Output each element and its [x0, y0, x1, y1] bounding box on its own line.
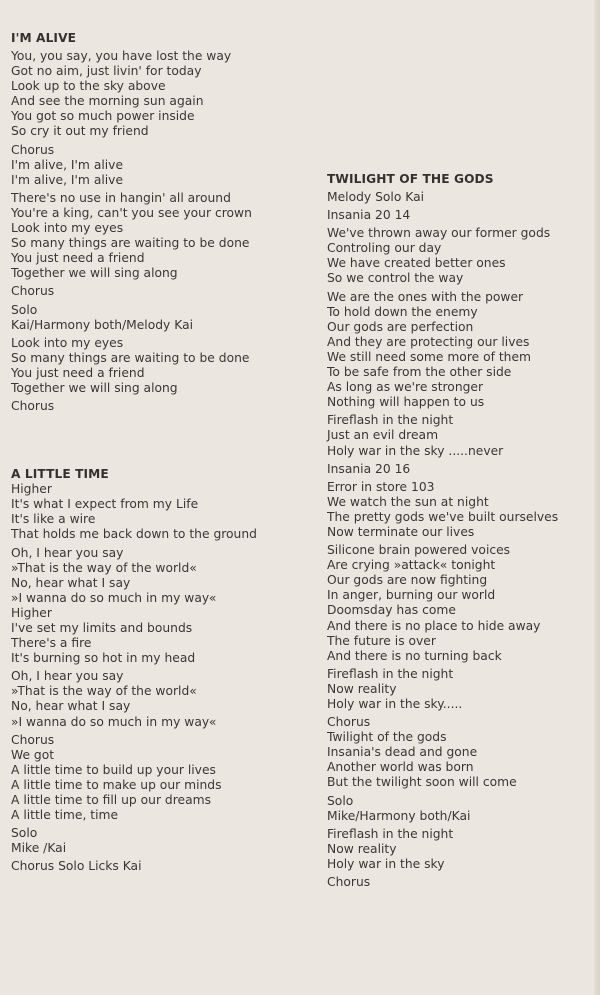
lyric-line: You got so much power inside [11, 109, 195, 124]
lyric-line: Solo [11, 826, 38, 841]
lyric-line: Chorus Solo Licks Kai [11, 859, 142, 874]
stanza [327, 413, 597, 458]
lyric-line: »I wanna do so much in my way« [11, 714, 217, 729]
lyric-line: There's no use in hangin' all around [11, 190, 231, 205]
stanza [327, 462, 597, 477]
lyric-line: And there is no turning back [327, 648, 502, 663]
lyric-line: You just need a friend [11, 251, 145, 266]
lyric-line: Controling our day [327, 241, 442, 256]
lyric-line: »That is the way of the world« [11, 560, 197, 575]
lyric-line: It's like a wire [11, 512, 96, 527]
left-column [11, 31, 286, 875]
stanza [11, 482, 286, 542]
song-title: I'M ALIVE [11, 31, 77, 45]
lyric-line: We still need some more of them [327, 349, 532, 364]
lyric-line: Now reality [327, 681, 397, 696]
lyric-line: And see the morning sun again [11, 94, 204, 109]
lyric-line: We've thrown away our former gods [327, 226, 551, 241]
stanza [11, 303, 286, 333]
stanza [11, 826, 286, 856]
lyric-line: The pretty gods we've built ourselves [327, 509, 559, 524]
lyric-line: So many things are waiting to be done [11, 350, 250, 365]
lyric-line: It's what I expect from my Life [11, 497, 199, 512]
song-title: A LITTLE TIME [11, 467, 109, 482]
lyric-line: To be safe from the other side [327, 365, 512, 380]
stanza [11, 191, 286, 282]
lyric-line: And there is no place to hide away [327, 618, 541, 633]
lyric-line: The future is over [327, 633, 436, 648]
lyric-line: Our gods are now fighting [327, 573, 488, 588]
stanza [327, 827, 597, 872]
stanza [11, 399, 286, 414]
stanza [327, 208, 597, 223]
lyric-line: Mike /Kai [11, 841, 67, 856]
lyric-line: Fireflash in the night [327, 666, 454, 681]
lyric-line: Chorus [327, 715, 371, 730]
lyric-line: A little time, time [11, 808, 119, 823]
section-gap [11, 414, 286, 467]
lyric-line: Solo [327, 793, 354, 808]
lyric-line: A little time to make up our minds [11, 777, 222, 792]
lyric-line: Insania's dead and gone [327, 745, 478, 760]
lyric-line: I'm alive, I'm alive [11, 172, 124, 187]
lyric-line: Insania 20 14 [327, 208, 411, 223]
lyric-line: Another world was born [327, 760, 474, 775]
stanza [327, 190, 597, 205]
lyric-line: So many things are waiting to be done [11, 236, 250, 251]
stanza [327, 875, 597, 890]
lyric-line: Higher [11, 605, 52, 620]
song-title: TWILIGHT OF THE GODS [327, 172, 494, 186]
stanza [11, 669, 286, 729]
lyric-line: Together we will sing along [11, 266, 178, 281]
stanza [11, 49, 286, 140]
stanza [327, 794, 597, 824]
stanza [327, 480, 597, 540]
stanza [11, 143, 286, 188]
lyric-line: To hold down the enemy [327, 304, 478, 319]
lyric-line: You, you say, you have lost the way [11, 49, 232, 63]
lyric-line: Holy war in the sky [327, 856, 445, 871]
lyric-line: Holy war in the sky .....never [327, 443, 504, 458]
stanza [11, 733, 286, 824]
lyric-line: Just an evil dream [327, 428, 439, 443]
lyric-line: Twilight of the gods [327, 730, 447, 745]
lyric-line: In anger, burning our world [327, 588, 496, 603]
lyric-line: A little time to fill up our dreams [11, 793, 211, 808]
lyric-line: Oh, I hear you say [11, 669, 124, 684]
lyric-line: You're a king, can't you see your crown [11, 205, 252, 220]
lyric-line: A little time to build up your lives [11, 762, 216, 777]
stanza [327, 715, 597, 790]
lyric-line: Look up to the sky above [11, 79, 166, 94]
lyric-line: No, hear what I say [11, 699, 131, 714]
lyric-line: We got [11, 747, 55, 762]
lyric-line: I'm alive, I'm alive [11, 157, 124, 172]
lyric-line: Chorus [11, 142, 55, 157]
right-column [327, 172, 597, 890]
lyric-line: Chorus [11, 399, 55, 414]
lyric-line: Together we will sing along [11, 380, 178, 395]
lyric-line: Kai/Harmony both/Melody Kai [11, 317, 194, 332]
lyric-line: So cry it out my friend [11, 124, 149, 139]
lyric-line: Holy war in the sky..... [327, 697, 463, 711]
lyric-line: And they are protecting our lives [327, 334, 530, 349]
lyric-line: Chorus [11, 284, 55, 299]
lyric-line: As long as we're stronger [327, 380, 484, 395]
song-twilight-of-the-gods [327, 172, 597, 890]
lyric-line: It's burning so hot in my head [11, 651, 196, 666]
lyric-line: Doomsday has come [327, 603, 456, 618]
lyric-line: Fireflash in the night [327, 413, 454, 428]
lyric-line: Nothing will happen to us [327, 395, 485, 410]
stanza [11, 284, 286, 299]
lyric-line: I've set my limits and bounds [11, 621, 193, 635]
lyric-line: So we control the way [327, 271, 464, 286]
lyric-line: Silicone brain powered voices [327, 543, 511, 558]
lyric-line: Look into my eyes [11, 221, 124, 236]
lyric-line: Now terminate our lives [327, 524, 475, 539]
lyric-line: Are crying »attack« tonight [327, 558, 496, 573]
lyric-line: Mike/Harmony both/Kai [327, 808, 471, 823]
lyric-line: We have created better ones [327, 256, 506, 271]
lyric-line: Fireflash in the night [327, 826, 454, 841]
lyric-line: We watch the sun at night [327, 494, 489, 509]
lyric-line: You just need a friend [11, 365, 145, 380]
stanza [327, 290, 597, 411]
stanza [327, 543, 597, 664]
lyric-line: Higher [11, 482, 52, 497]
lyric-line: Melody Solo Kai [327, 190, 425, 204]
stanza [327, 667, 597, 712]
lyric-line: Error in store 103 [327, 479, 435, 494]
stanza [11, 859, 286, 874]
lyric-line: »I wanna do so much in my way« [11, 590, 217, 605]
lyric-line: Insania 20 16 [327, 461, 411, 476]
lyric-line: Solo [11, 302, 38, 317]
lyric-line: Chorus [327, 875, 371, 890]
lyric-line: Chorus [11, 732, 55, 747]
song-im-alive [11, 31, 286, 414]
lyric-line: But the twilight soon will come [327, 775, 517, 790]
stanza [327, 226, 597, 286]
lyric-line: Our gods are perfection [327, 319, 474, 334]
stanza [11, 336, 286, 396]
song-a-little-time [11, 467, 286, 874]
lyric-line: »That is the way of the world« [11, 684, 197, 699]
stanza [11, 546, 286, 667]
lyric-line: Now reality [327, 841, 397, 856]
lyric-line: Got no aim, just livin' for today [11, 64, 202, 79]
lyric-line: No, hear what I say [11, 575, 131, 590]
lyric-line: That holds me back down to the ground [11, 527, 257, 542]
lyric-line: Look into my eyes [11, 335, 124, 350]
lyric-line: Oh, I hear you say [11, 545, 124, 560]
lyric-line: There's a fire [11, 636, 92, 651]
lyric-line: We are the ones with the power [327, 289, 524, 304]
